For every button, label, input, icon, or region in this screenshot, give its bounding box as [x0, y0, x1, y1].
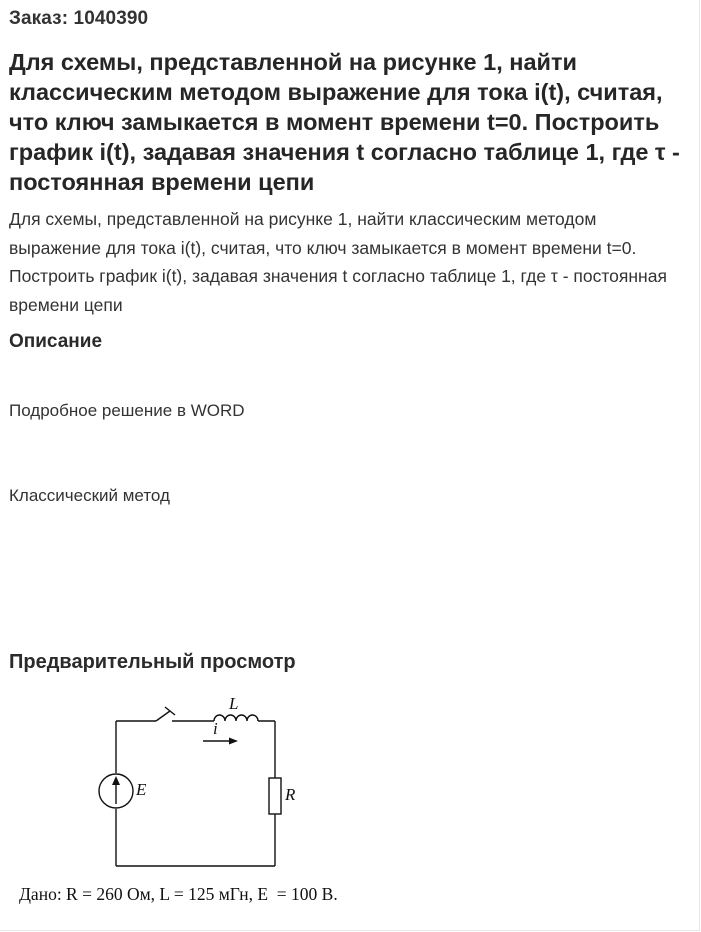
task-summary: Для схемы, представленной на рисунке 1, найти классическим методом выражение для тока i(t), считая, что ключ замыкается в момент времени t=0. Построить график i(t), задавая значения t согласно таблице 1, где τ - постоянная времени цепи — [9, 209, 667, 315]
label-inductance: L — [229, 694, 239, 713]
preview-heading: Предварительный просмотр — [9, 651, 296, 673]
description-paragraph-word: Подробное решение в WORD — [9, 401, 245, 420]
given-values: Дано: R = 260 Ом, L = 125 мГн, E = 100 В. — [19, 884, 338, 904]
description-paragraph-method: Классический метод — [9, 486, 170, 505]
resistor-icon — [269, 778, 281, 814]
description-heading: Описание — [9, 331, 103, 352]
label-current: i — [213, 719, 218, 738]
label-source: E — [136, 780, 147, 799]
source-arrow-head — [112, 776, 120, 785]
label-resistance: R — [285, 785, 296, 804]
inductor-icon — [214, 715, 258, 721]
current-arrow-head — [229, 738, 238, 745]
order-number: Заказ: 1040390 — [9, 8, 149, 29]
switch-icon — [156, 707, 175, 721]
page-title: Для схемы, представленной на рисунке 1, найти классическим методом выражение для тока i(t), считая, что ключ замыкается в момент времени t=0. Построить график i(t), задавая значения t согласно таблице 1, где τ - постоянная времени цепи — [9, 49, 680, 195]
